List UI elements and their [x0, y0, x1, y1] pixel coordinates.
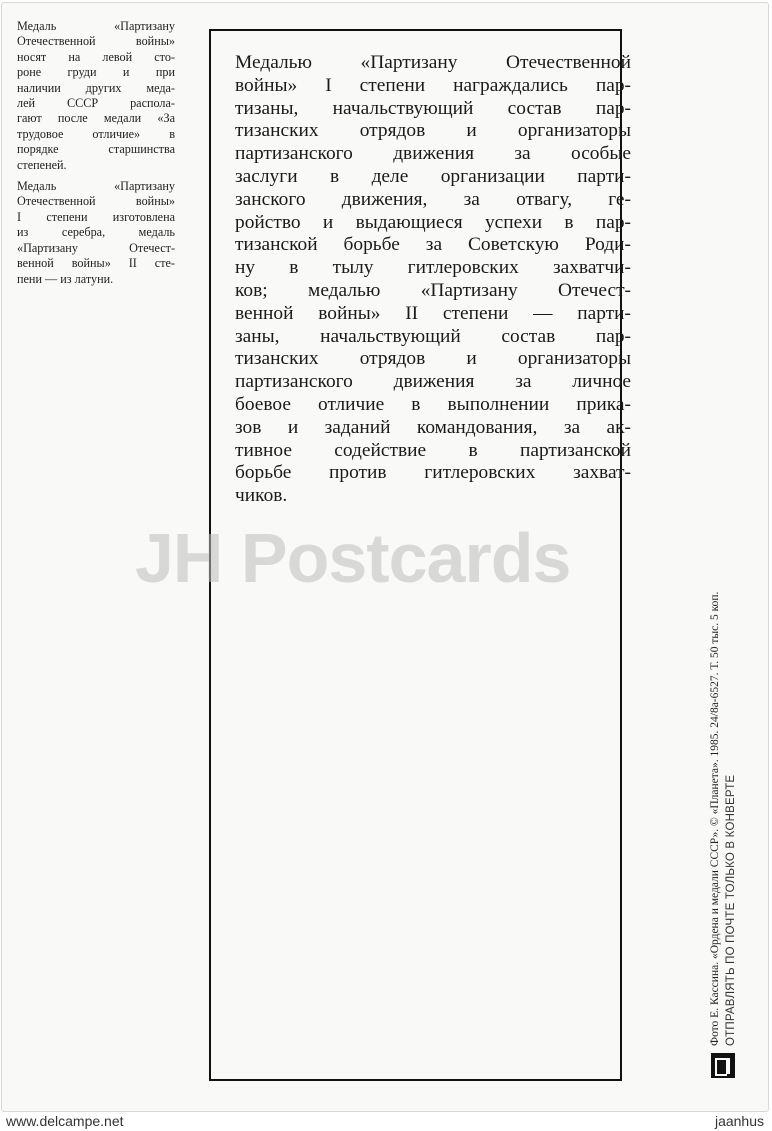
text-line: ройство и выдающиеся успехи в пар- [235, 211, 631, 233]
text-line: тизанских отрядов и организаторы [235, 120, 631, 142]
text-line: венной войны» II степени — парти- [235, 302, 631, 324]
text-line: занского движения, за отвагу, ге- [235, 188, 631, 210]
text-line: зов и заданий командования, за ак- [235, 416, 631, 438]
publisher-imprint [707, 486, 739, 1046]
caption-line: пени — из латуни. [17, 271, 114, 286]
caption-line: из серебра, медаль [17, 225, 175, 240]
caption-line: Медаль «Партизану [17, 19, 175, 33]
text-line: тизанской борьбе за Советскую Роди- [235, 234, 631, 256]
text-line: чиков. [235, 485, 288, 507]
award-description-text [235, 52, 631, 508]
caption-line: I степени изготовлена [17, 209, 175, 224]
caption-line: Медаль «Партизану [17, 179, 175, 194]
caption-line: роне груди и при [17, 65, 175, 80]
caption-line: Отечественной войны» [17, 194, 175, 209]
text-line: боевое отличие в выполнении прика- [235, 393, 631, 415]
watermark: JH Postcards [135, 519, 571, 597]
text-line: Медалью «Партизану Отечественной [235, 52, 631, 73]
text-line: борьбе против гитлеровских захват- [235, 462, 631, 484]
text-line: войны» I степени награждались пар- [235, 74, 631, 96]
planeta-logo-icon [711, 1053, 735, 1078]
seller-name: jaanhus [714, 1113, 764, 1129]
caption-line: степеней. [17, 157, 67, 172]
caption-line: наличии других меда- [17, 80, 175, 95]
caption-line: порядке старшинства [17, 142, 175, 157]
imprint-mailing-note: ОТПРАВЛЯТЬ ПО ПОЧТЕ ТОЛЬКО В КОНВЕРТЕ [725, 774, 737, 1046]
caption-line: лей СССР распола- [17, 96, 175, 111]
caption-paragraph-wearing [17, 19, 175, 173]
caption-line: венной войны» II сте- [17, 256, 175, 271]
text-line: ну в тылу гитлеровских захватчи- [235, 257, 631, 279]
site-watermark-left: www.delcampe.net [6, 1113, 124, 1129]
caption-line: Отечественной войны» [17, 34, 175, 49]
caption-line: гают после медали «За [17, 111, 175, 126]
text-line: ков; медалью «Партизану Отечест- [235, 279, 631, 301]
text-line: тизаны, начальствующий состав пар- [235, 97, 631, 119]
imprint-credits: Фото Е. Кассина. «Ордена и медали СССР». © «Планета». 1985. 24/8а-6527. Т. 50 тыс. 5 коп. [709, 591, 721, 1046]
text-line: партизанского движения за личное [235, 371, 631, 393]
text-line: тивное содействие в партизанской [235, 439, 631, 461]
text-line: партизанского движения за особые [235, 143, 631, 165]
text-line: заслуги в деле организации парти- [235, 165, 631, 187]
text-line: заны, начальствующий состав пар- [235, 325, 631, 347]
caption-line: «Партизану Отечест- [17, 240, 175, 255]
caption-line: носят на левой сто- [17, 49, 175, 64]
text-line: тизанских отрядов и организаторы [235, 348, 631, 370]
medal-caption [17, 19, 175, 293]
caption-line: трудовое отличие» в [17, 126, 175, 141]
caption-paragraph-material [17, 179, 175, 287]
